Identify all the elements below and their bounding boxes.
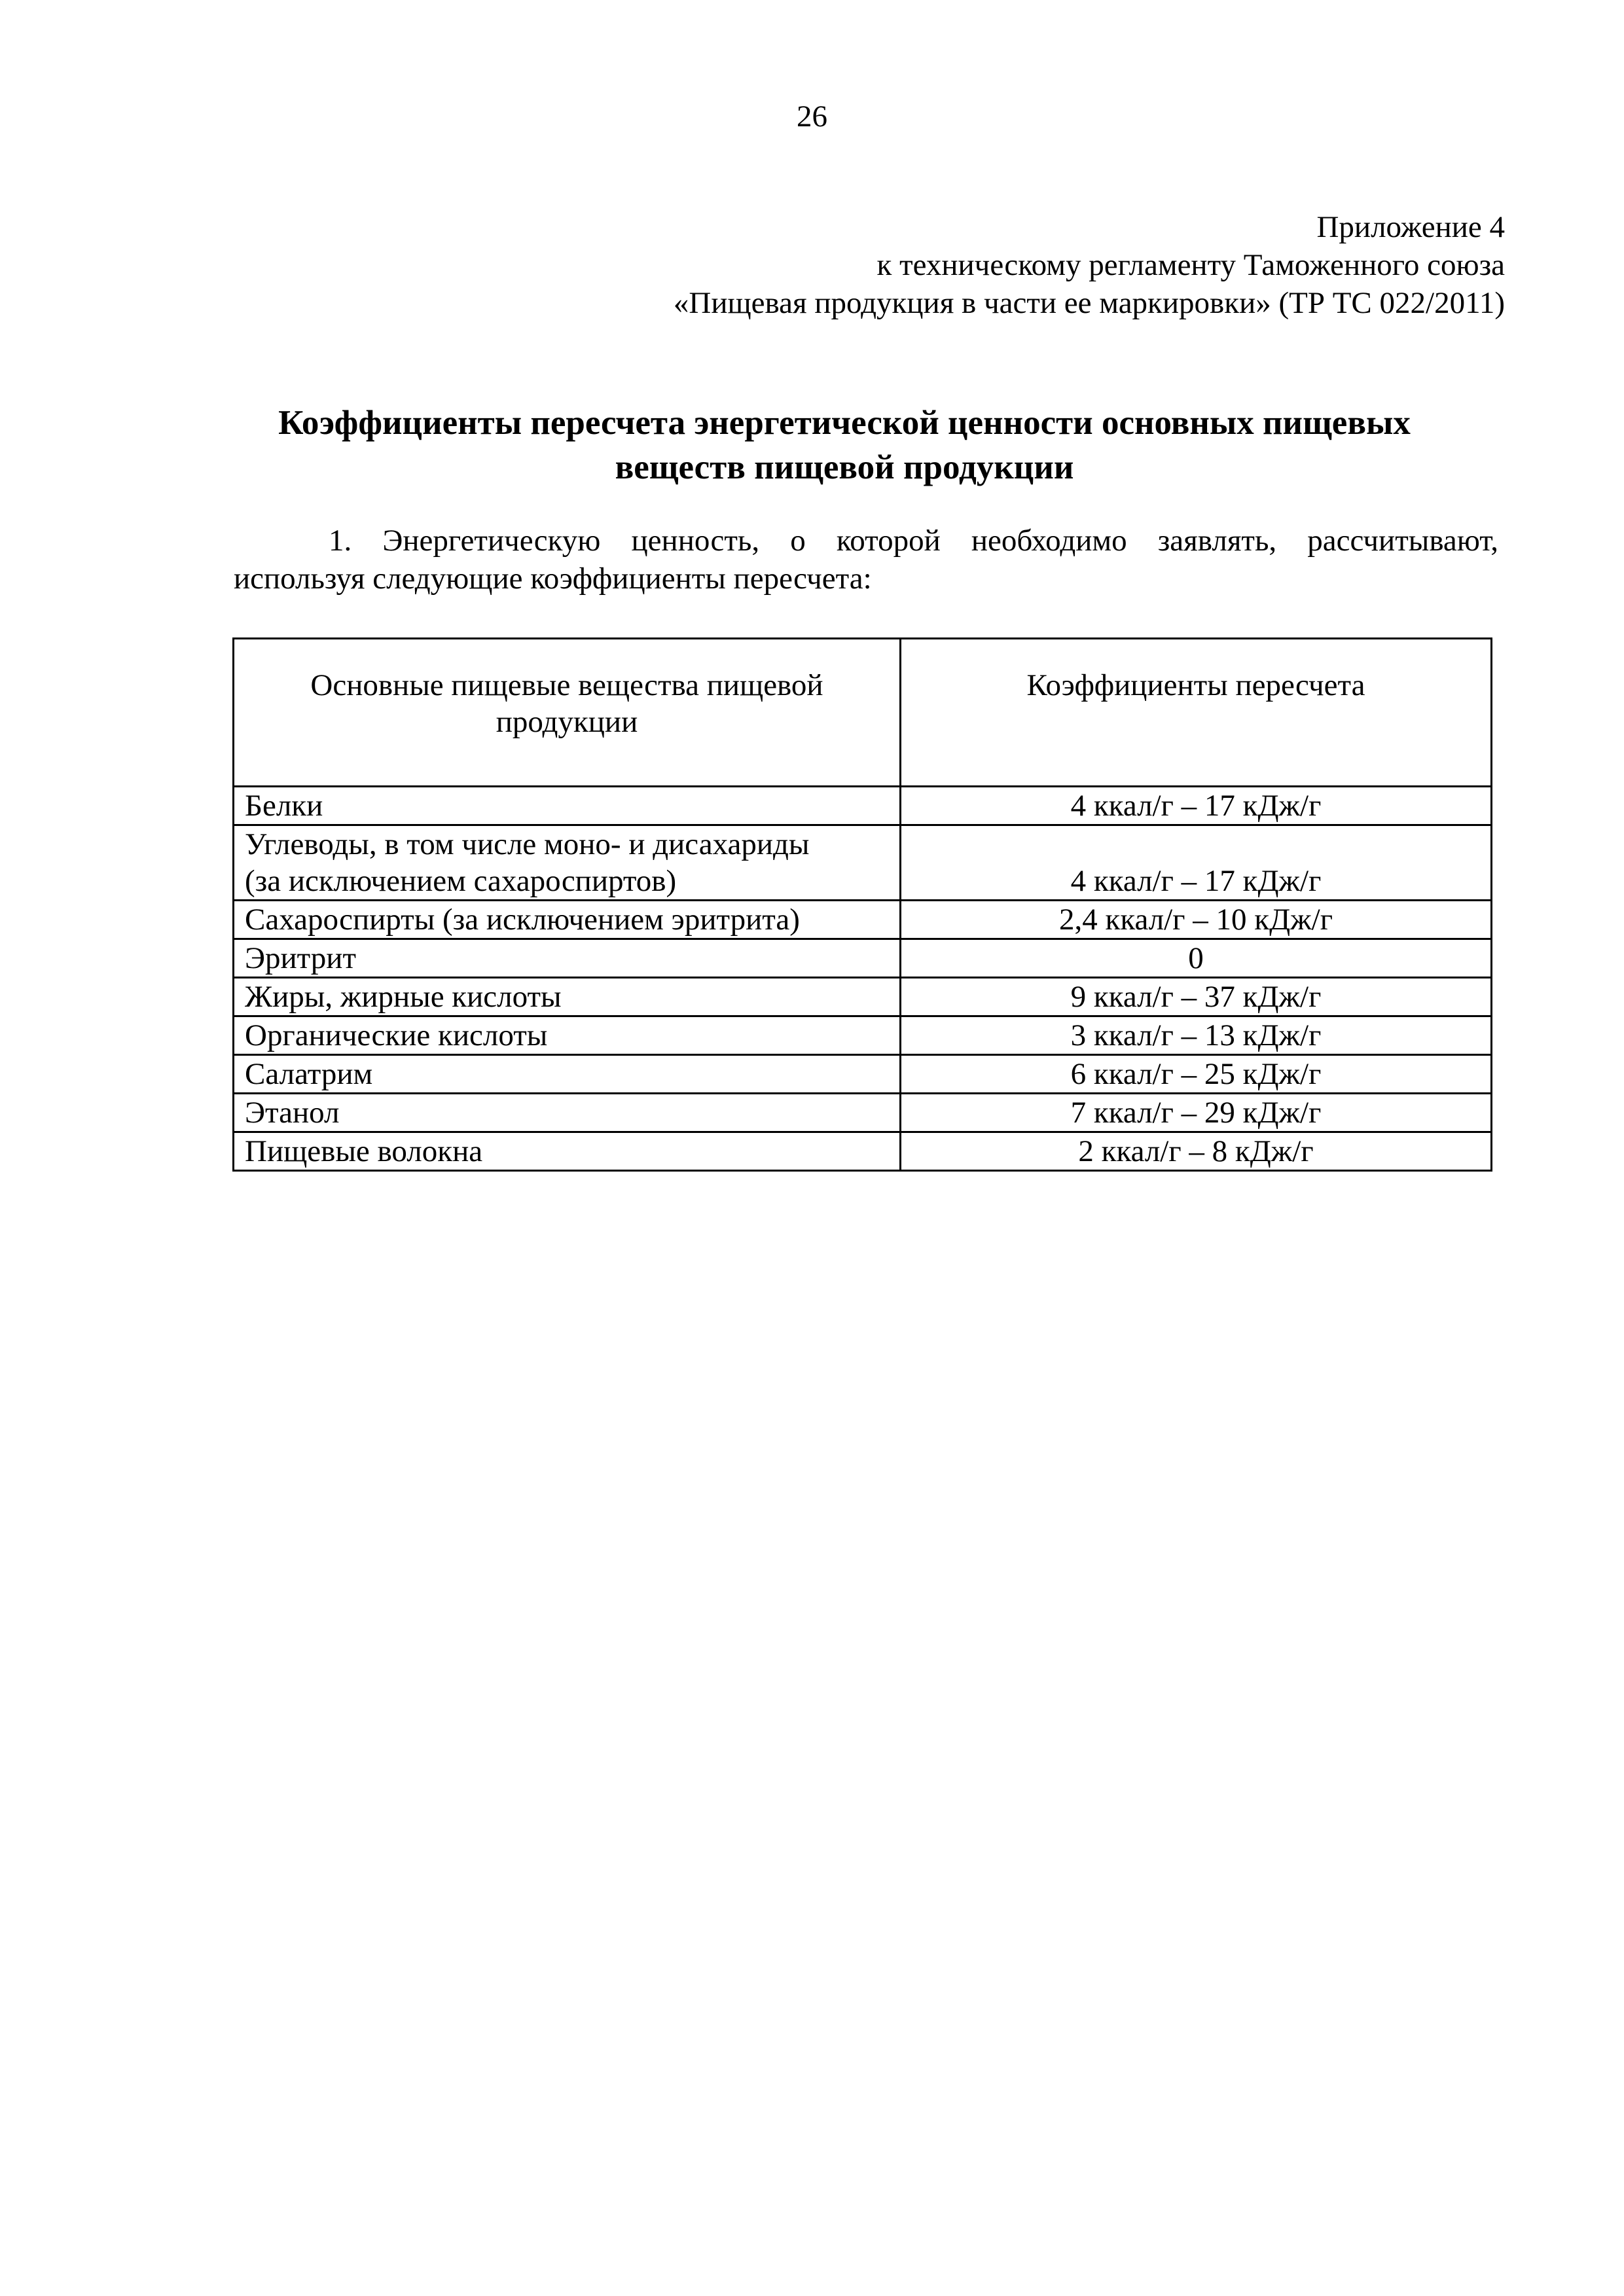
row-name bbox=[234, 825, 901, 901]
page-number: 26 bbox=[797, 99, 827, 134]
title-line-2: веществ пищевой продукции bbox=[615, 448, 1074, 486]
coefficients-table bbox=[232, 637, 1492, 1172]
appendix-line-1: Приложение 4 bbox=[1316, 210, 1505, 244]
appendix-line-3: «Пищевая продукция в части ее маркировки» (ТР ТС 022/2011) bbox=[673, 286, 1505, 320]
table-row bbox=[234, 1094, 1492, 1132]
row-value: 2,4 ккал/г – 10 кДж/г bbox=[901, 901, 1492, 939]
intro-line-1: 1. Энергетическую ценность, о которой необходимо заявлять, рассчитывают, bbox=[329, 524, 1498, 558]
row-value: 6 ккал/г – 25 кДж/г bbox=[901, 1055, 1492, 1094]
row-name-line-1: Углеводы, в том числе моно- и дисахариды bbox=[245, 827, 810, 861]
row-value: 9 ккал/г – 37 кДж/г bbox=[901, 978, 1492, 1016]
row-name: Эритрит bbox=[234, 939, 901, 978]
header-substance-line-2: продукции bbox=[496, 705, 638, 739]
table-row bbox=[234, 1132, 1492, 1171]
row-value: 3 ккал/г – 13 кДж/г bbox=[901, 1016, 1492, 1055]
table-row bbox=[234, 1055, 1492, 1094]
row-name-line-2: (за исключением сахароспиртов) bbox=[245, 864, 677, 898]
intro-line-2: используя следующие коэффициенты пересчета: bbox=[234, 562, 872, 596]
row-value: 7 ккал/г – 29 кДж/г bbox=[901, 1094, 1492, 1132]
row-name: Белки bbox=[234, 787, 901, 825]
row-value: 4 ккал/г – 17 кДж/г bbox=[901, 825, 1492, 901]
row-name: Жиры, жирные кислоты bbox=[234, 978, 901, 1016]
table-row bbox=[234, 787, 1492, 825]
intro-paragraph bbox=[234, 522, 1498, 598]
title-line-1: Коэффициенты пересчета энергетической ценности основных пищевых bbox=[278, 404, 1411, 442]
row-value: 4 ккал/г – 17 кДж/г bbox=[901, 787, 1492, 825]
row-name: Органические кислоты bbox=[234, 1016, 901, 1055]
table-row bbox=[234, 901, 1492, 939]
appendix-header bbox=[458, 208, 1505, 322]
table-row bbox=[234, 978, 1492, 1016]
header-substance bbox=[234, 639, 901, 787]
document-title bbox=[196, 401, 1492, 490]
table-row bbox=[234, 825, 1492, 901]
row-value: 0 bbox=[901, 939, 1492, 978]
table-row bbox=[234, 1016, 1492, 1055]
table-header-row bbox=[234, 639, 1492, 787]
table-row bbox=[234, 939, 1492, 978]
header-substance-line-1: Основные пищевые вещества пищевой bbox=[310, 668, 823, 702]
row-name: Салатрим bbox=[234, 1055, 901, 1094]
row-name: Сахароспирты (за исключением эритрита) bbox=[234, 901, 901, 939]
header-coefficient: Коэффициенты пересчета bbox=[901, 639, 1492, 787]
row-name: Этанол bbox=[234, 1094, 901, 1132]
appendix-line-2: к техническому регламенту Таможенного союза bbox=[876, 248, 1505, 282]
row-value: 2 ккал/г – 8 кДж/г bbox=[901, 1132, 1492, 1171]
row-name: Пищевые волокна bbox=[234, 1132, 901, 1171]
